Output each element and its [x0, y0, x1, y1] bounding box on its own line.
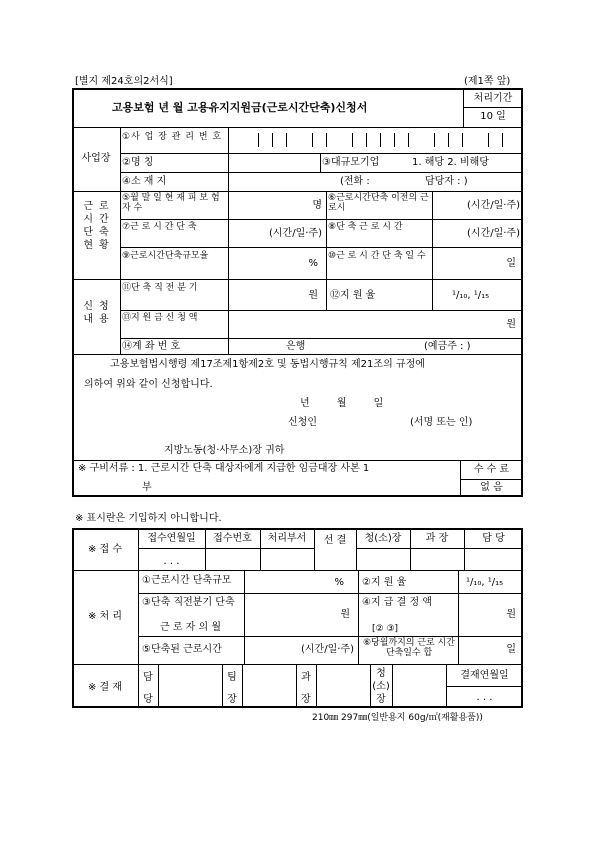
phone-label: (전화 :	[340, 176, 370, 187]
process-wage-label: ③단축 직전분기 단축	[142, 597, 235, 608]
application-date[interactable]: 년 월 일	[300, 398, 384, 409]
receipt-label: ※ 접 수	[87, 544, 123, 555]
applicant-label: 신청인	[288, 417, 317, 428]
fee-label: 수 수 료	[473, 464, 510, 475]
recipient: 지방노동(청·사무소)장 귀하	[164, 445, 285, 456]
reduction-section-label: 근 로 시 간 단 축 현 황	[83, 201, 109, 251]
reduction-scale-unit: %	[308, 258, 318, 269]
business-section-label: 사업장	[81, 153, 111, 164]
process-wage-label-2: 근 로 자 의 월	[160, 622, 222, 633]
business-reg-no-label: ①사 업 장 관 리 번 호	[122, 132, 223, 142]
before-hours-label: ⑥근로시간단축 이전의 근로시	[328, 193, 429, 213]
form-reference: [별지 제24호의2서식]	[75, 76, 173, 87]
reduction-days-unit: 일	[506, 258, 516, 269]
process-scale-unit: %	[334, 577, 344, 588]
approval-team-label: 팀 장	[227, 672, 237, 705]
office-note: ※ 표시란은 기입하지 아니합니다.	[75, 513, 222, 524]
statement-line-2: 의하여 위와 같이 신청합니다.	[84, 379, 213, 390]
wage-unit: 원	[308, 290, 318, 301]
large-enterprise-label: ③대규모기업	[322, 157, 380, 168]
receipt-number-label: 접수번호	[213, 533, 252, 544]
approval-label: ※ 결 재	[87, 682, 123, 693]
process-payment-sub: [② ③]	[372, 624, 399, 634]
chief-label: 청(소)장	[364, 533, 402, 544]
approval-chief-label: 청 (소) 장	[372, 668, 390, 705]
business-address-label: ④소 재 지	[122, 176, 167, 187]
approval-date-value: . . .	[476, 692, 493, 703]
before-hours-unit: (시간/일·주)	[467, 200, 520, 211]
process-payment-label: ④지 급 결 정 액	[362, 597, 432, 608]
process-hours-label: ⑤단축된 근로시간	[142, 644, 222, 655]
account-number-label: ⑭계 좌 번 호	[122, 341, 181, 352]
approval-staff-label: 담 당	[143, 672, 153, 705]
fee-value: 없 음	[480, 482, 503, 493]
signature-label[interactable]: (서명 또는 인)	[410, 417, 473, 428]
insured-count-unit: 명	[312, 200, 322, 211]
process-payment-unit: 원	[506, 609, 516, 620]
support-rate-value: ¹/₁₀, ¹/₁₅	[452, 290, 490, 301]
approval-manager-label: 과 장	[301, 672, 311, 705]
insured-count-label: ⑤월 말 일 현 재 피 보 험 자 수	[122, 193, 220, 213]
receipt-date-label: 접수연월일	[147, 533, 196, 544]
process-hours-unit: (시간/일·주)	[301, 644, 354, 655]
support-rate-label: ⑫지 원 율	[330, 290, 376, 301]
large-enterprise-options[interactable]: 1. 해당 2. 비해당	[412, 157, 489, 168]
process-rate-label: ②지 원 율	[362, 577, 407, 588]
wage-label: ⑪단 축 직 전 분 기	[122, 283, 198, 293]
process-wage-unit: 원	[340, 609, 350, 620]
staff-label: 담 당	[482, 533, 505, 544]
support-amount-label: ⑬지 원 금 신 청 액	[122, 313, 198, 323]
reg-no-boxes[interactable]	[228, 129, 523, 153]
business-name-label: ②명 칭	[122, 157, 154, 168]
after-hours-label: ⑧단 축 근 로 시 간	[328, 222, 403, 232]
account-holder-label: (예금주 : )	[424, 341, 471, 352]
application-section-label: 신 청 내 용	[83, 301, 109, 325]
processing-period-label: 처리기간	[473, 93, 513, 104]
reduced-hours-label: ⑦근 로 시 간 단 축	[122, 222, 197, 232]
receipt-date-value: . . .	[163, 556, 180, 567]
pre-approval-label: 선 결	[323, 535, 347, 546]
bank-label: 은행	[286, 341, 306, 352]
process-label: ※ 처 리	[87, 611, 123, 622]
reduction-days-label: ⑩근 로 시 간 단 축 일 수	[328, 251, 426, 261]
process-days-label: ⑥당월까지의 근로 시간단축일수 합	[362, 638, 456, 658]
manager-label: 과 장	[425, 533, 449, 544]
approval-date-label: 결재연월일	[460, 670, 509, 681]
support-amount-unit: 원	[506, 319, 516, 330]
process-days-unit: 일	[506, 644, 516, 655]
paper-spec-footer: 210㎜ 297㎜(일반용지 60g/㎡(재활용품))	[312, 713, 483, 723]
department-label: 처리부서	[267, 533, 307, 544]
processing-period-value: 10 일	[480, 111, 506, 122]
contact-label: 담당자 : )	[425, 176, 468, 187]
form-title: 고용보험 년 월 고용유지지원금(근로시간단축)신청서	[112, 101, 368, 114]
attachments-label: ※ 구비서류 : 1. 근로시간 단축 대상자에게 지급한 임금대장 사본 1	[78, 463, 370, 474]
reduction-scale-label: ⑨근로시간단축규모율	[122, 251, 209, 261]
process-rate-value: ¹/₁₀, ¹/₁₅	[466, 577, 504, 588]
process-scale-label: ①근로시간 단축규모	[142, 575, 232, 586]
page-reference: (제1쪽 앞)	[464, 76, 511, 87]
reduced-hours-unit: (시간/일·주)	[269, 228, 322, 239]
attachments-label-2: 부	[142, 482, 152, 493]
after-hours-unit: (시간/일·주)	[467, 228, 520, 239]
statement-line-1: 고용보험법시행령 제17조제1항제2호 및 동법시행규칙 제21조의 규정에	[110, 359, 425, 370]
